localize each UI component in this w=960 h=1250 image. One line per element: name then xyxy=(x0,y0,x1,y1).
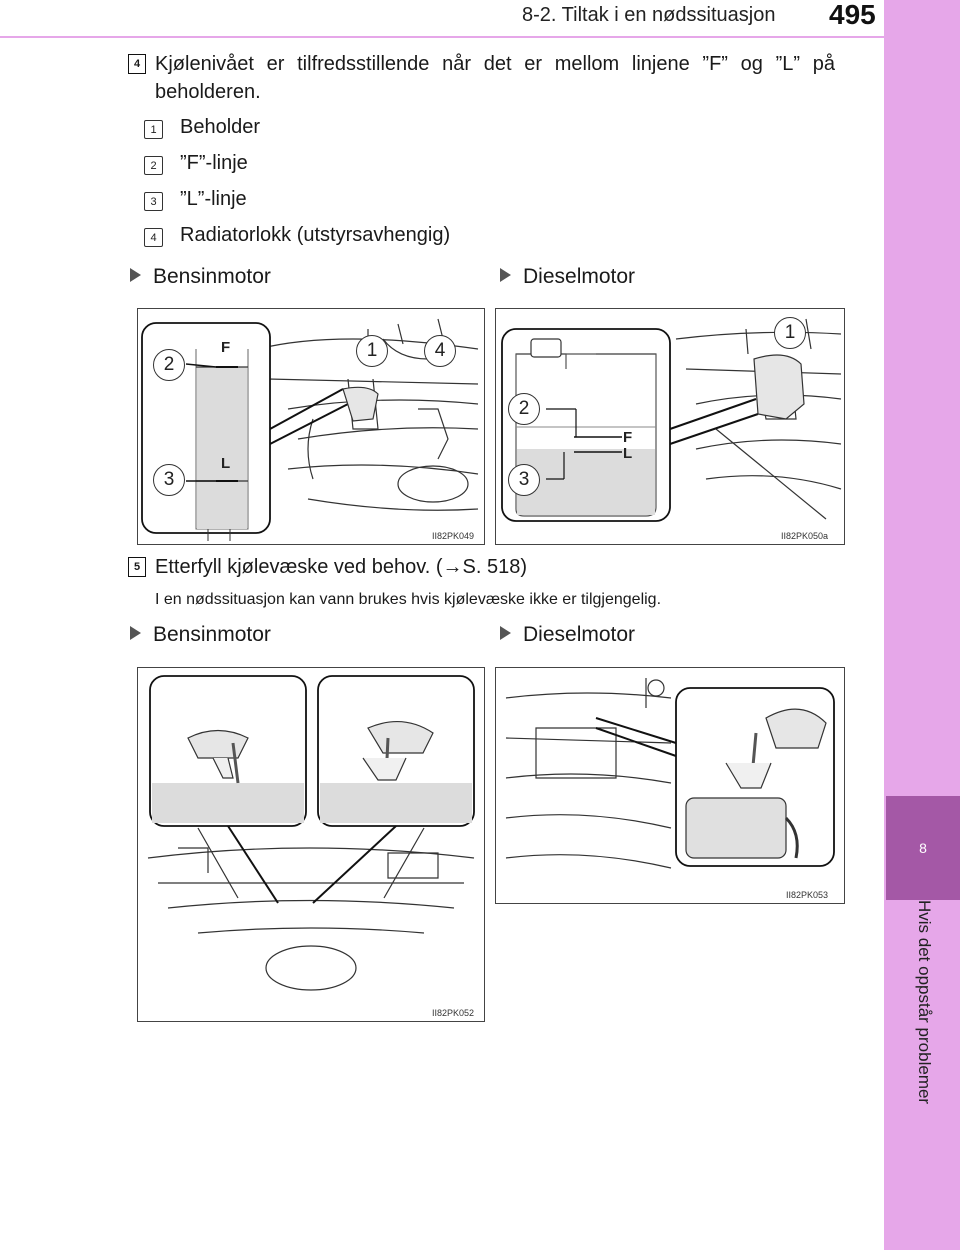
triangle-bullet-icon xyxy=(130,268,141,282)
section-title: 8-2. Tiltak i en nødssituasjon xyxy=(522,4,776,26)
figure-petrol-coolant-level xyxy=(137,308,485,545)
chapter-title: Hvis det oppstår problemer xyxy=(915,900,934,1105)
triangle-bullet-icon xyxy=(130,626,141,640)
callout-label-2: ”F”-linje xyxy=(180,152,248,174)
diagram-marker-1: 1 xyxy=(356,335,388,367)
subheading-diesel-1: Dieselmotor xyxy=(500,265,635,289)
callout-number-1: 1 xyxy=(144,120,163,139)
subheading-petrol-1: Bensinmotor xyxy=(130,265,271,289)
diagram-marker-3: 3 xyxy=(153,464,185,496)
figure-code: II82PK053 xyxy=(786,890,829,900)
coolant-refill-illustration-icon xyxy=(138,668,484,1021)
figure-code: II82PK052 xyxy=(432,1008,475,1018)
step-badge-5: 5 xyxy=(128,557,146,577)
page-number: 495 xyxy=(829,0,876,30)
diagram-marker-2: 2 xyxy=(508,393,540,425)
diagram-marker-1: 1 xyxy=(774,317,806,349)
l-line-tag: L xyxy=(623,445,633,462)
figure-petrol-refill xyxy=(137,667,485,1022)
triangle-bullet-icon xyxy=(500,268,511,282)
callout-label-3: ”L”-linje xyxy=(180,188,247,210)
step-4-text: Kjølenivået er tilfredsstillende når det er mellom linjene ”F” og ”L” på beholderen. xyxy=(155,53,835,103)
figure-diesel-coolant-level xyxy=(495,308,845,545)
callout-number-4: 4 xyxy=(144,228,163,247)
coolant-refill-illustration-icon xyxy=(496,668,844,903)
header-rule xyxy=(0,36,884,38)
f-line-tag: F xyxy=(221,339,231,356)
callout-label-1: Beholder xyxy=(180,116,261,138)
callout-number-3: 3 xyxy=(144,192,163,211)
step-badge-4: 4 xyxy=(128,54,146,74)
step-5-text: Etterfyll kjølevæske ved behov. (→S. 518) xyxy=(155,556,527,578)
figure-code: II82PK049 xyxy=(432,531,475,541)
diagram-marker-3: 3 xyxy=(508,464,540,496)
callout-number-2: 2 xyxy=(144,156,163,175)
triangle-bullet-icon xyxy=(500,626,511,640)
figure-code: II82PK050a xyxy=(781,531,829,541)
diagram-marker-4: 4 xyxy=(424,335,456,367)
figure-diesel-refill xyxy=(495,667,845,904)
f-line-tag: F xyxy=(623,429,633,446)
subheading-diesel-2: Dieselmotor xyxy=(500,623,635,647)
step-5-note: I en nødssituasjon kan vann brukes hvis kjølevæske ikke er tilgjengelig. xyxy=(155,591,662,608)
chapter-number: 8 xyxy=(886,796,960,900)
subheading-petrol-2: Bensinmotor xyxy=(130,623,271,647)
l-line-tag: L xyxy=(221,455,231,472)
callout-label-4: Radiatorlokk (utstyrsavhengig) xyxy=(180,224,451,246)
diagram-marker-2: 2 xyxy=(153,349,185,381)
